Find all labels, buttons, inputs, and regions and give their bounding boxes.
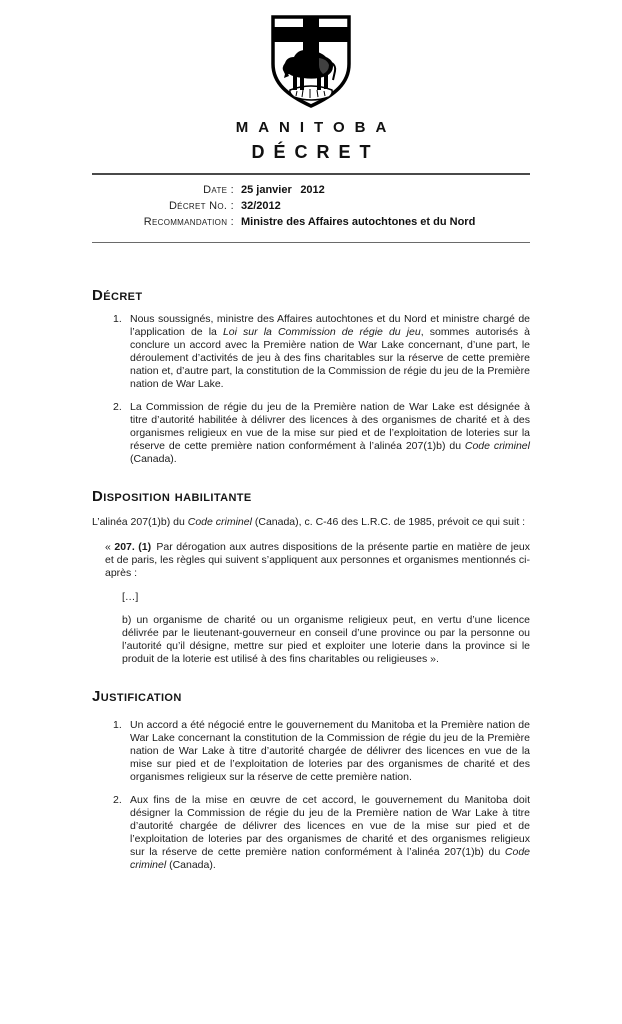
decret-section-heading: Décret	[92, 287, 143, 304]
cross-horizontal-bar	[269, 27, 353, 42]
decret-item-2-text: La Commission de régie du jeu de la Première nation de War Lake est désignée à titre d’autorité habilitée à délivrer des licences à des organismes de charité et à des organismes religieux en vue de la mise sur pied et de l’exploitation de loteries sur la réserve de cette première nation conformément à l’alinéa 207(1)b) du Code criminel (Canada).	[130, 401, 530, 465]
quote-ellipsis: […]	[122, 590, 139, 603]
section-decret	[92, 287, 530, 466]
date-value: 25 janvier 2012	[241, 184, 325, 196]
page-content	[0, 173, 622, 872]
decret-item-2	[113, 401, 530, 466]
quote-clause-b: b) un organisme de charité ou un organisme religieux peut, en vertu d’une licence délivrée par le lieutenant-gouverneur en conseil d’une province ou par la personne ou l’autorité qu’il désigne, mettre sur pied et exploiter une loterie dans la province si le produit de la loterie est utilisé à des fins charitables ou religieuses ».	[122, 614, 530, 665]
metadata-block	[92, 182, 530, 230]
document-header	[0, 0, 622, 163]
manitoba-coat-of-arms-icon	[269, 14, 353, 110]
top-divider	[92, 173, 530, 175]
meta-row-decret-no	[92, 198, 530, 214]
disposition-intro: L’alinéa 207(1)b) du Code criminel (Canada), c. C-46 des L.R.C. de 1985, prévoit ce qui suit :	[92, 516, 526, 528]
justification-item-2	[113, 794, 530, 872]
meta-row-date	[92, 182, 530, 198]
disposition-section-heading: Disposition habilitante	[92, 488, 252, 505]
meta-row-recommandation	[92, 214, 530, 230]
justification-item-1-number: 1.	[113, 719, 122, 731]
decret-item-1	[113, 313, 530, 391]
decret-item-1-text: Nous soussignés, ministre des Affaires autochtones et du Nord et ministre chargé de l’application de la Loi sur la Commission de régie du jeu, sommes autorisés à conclure un accord avec la Première nation de War Lake concernant, d’une part, le déroulement d’activités de jeu à des fins charitables sur la réserve de cette première nation et, d’autre part, la constitution de la Commission de régie du jeu de la Première nation de War Lake.	[130, 313, 530, 390]
justification-section-heading: Justification	[92, 688, 182, 705]
justification-item-1-text: Un accord a été négocié entre le gouvernement du Manitoba et la Première nation de War Lake concernant la constitution de la Commission de régie du jeu de la Première nation de War Lake à titre d’autorité chargée de délivrer des licences en vue de la mise sur pied et de l’exploitation de loteries par des organismes de charité et des organismes religieux sur la réserve de cette première nation.	[130, 719, 530, 783]
date-label: Date :	[203, 184, 234, 196]
justification-item-2-number: 2.	[113, 794, 122, 806]
decret-item-1-number: 1.	[113, 313, 122, 325]
decret-item-2-number: 2.	[113, 401, 122, 413]
code-criminel-quote: « 207. (1) Par dérogation aux autres dispositions de la présente partie en matière de jeux et de paris, les règles qui suivent s’appliquent aux personnes et organismes mentionnés ci-après :	[105, 541, 531, 579]
justification-item-1	[113, 719, 530, 784]
recommandation-label: Recommandation :	[143, 216, 234, 228]
section-justification	[92, 688, 530, 872]
decret-no-label: Décret No. :	[168, 200, 234, 212]
section-disposition-habilitante	[92, 488, 530, 666]
province-title: MANITOBA	[235, 119, 397, 136]
decret-no-value: 32/2012	[241, 200, 281, 212]
meta-divider	[92, 242, 530, 243]
document-type-title: DÉCRET	[251, 142, 380, 162]
justification-item-2-text: Aux fins de la mise en œuvre de cet accord, le gouvernement du Manitoba doit désigner la Commission de régie du jeu de la Première nation de War Lake à titre d’autorité chargée de délivrer des licences en vue de la mise sur pied et de l’exploitation de loteries par des organismes de charité et des organismes religieux sur la réserve de cette première nation conformément à l’alinéa 207(1)b) du Code criminel (Canada).	[130, 794, 530, 871]
recommandation-value: Ministre des Affaires autochtones et du Nord	[241, 216, 476, 228]
